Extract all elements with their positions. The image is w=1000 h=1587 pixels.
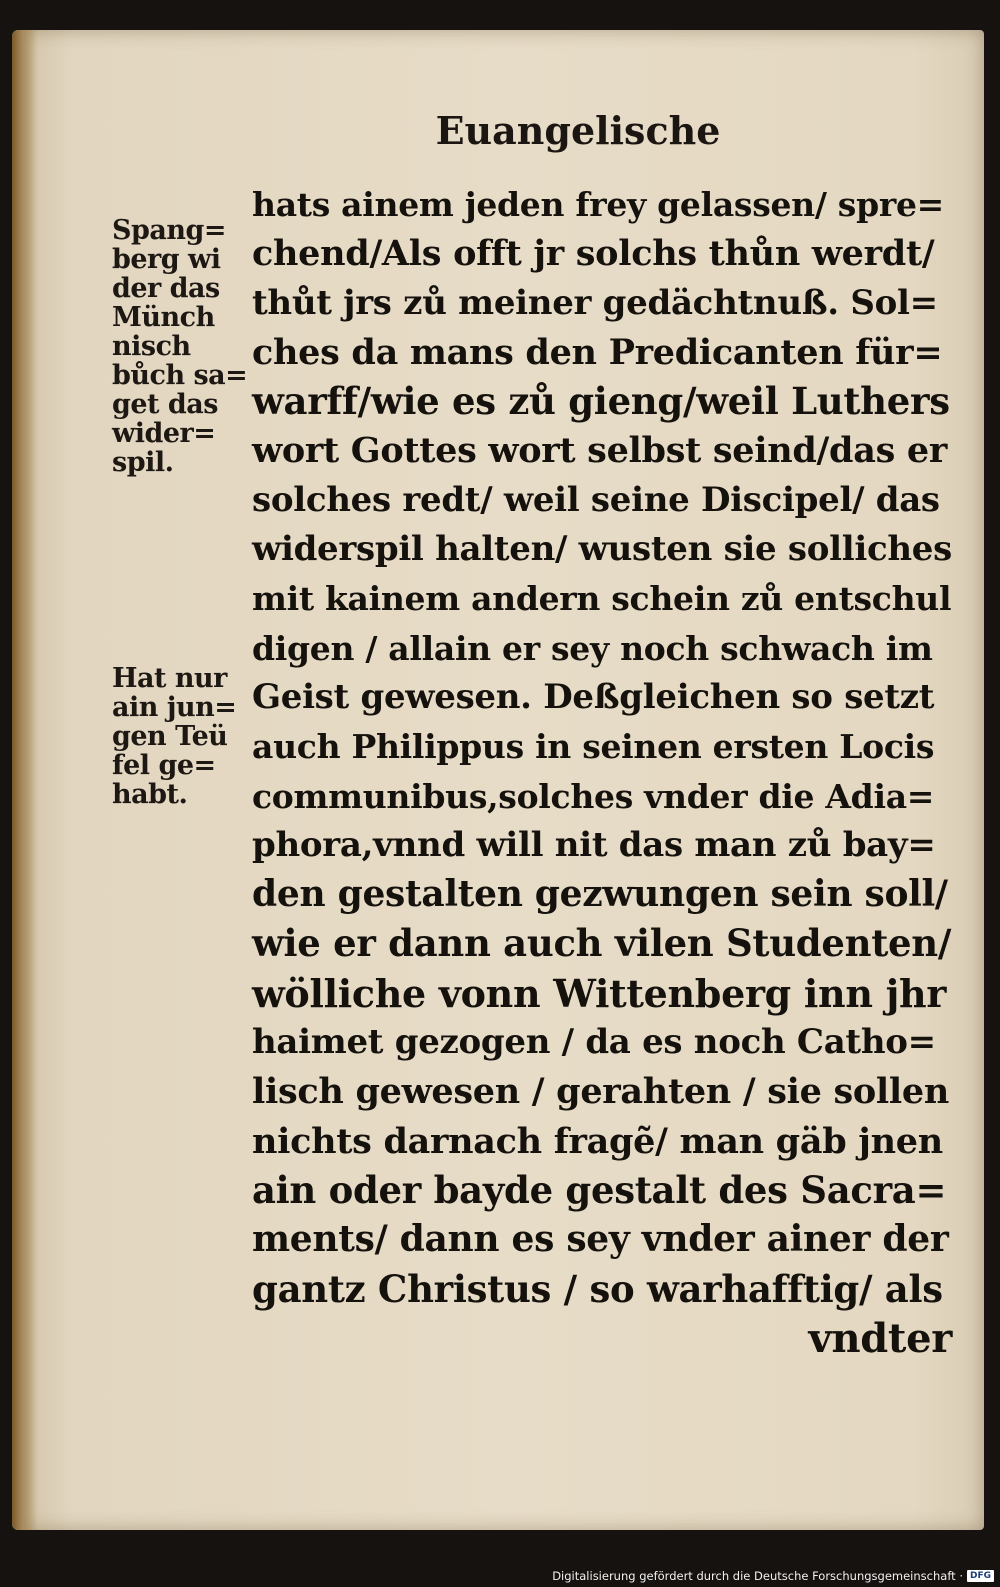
- margin-note-1: [112, 216, 252, 477]
- text-line: communibus,solches vnder die Adia=: [252, 776, 935, 816]
- text-line: Geist gewesen. Deßgleichen so setzt: [252, 676, 935, 717]
- text-line: solches redt/ weil seine Discipel/ das: [252, 479, 940, 520]
- book-page: [12, 30, 984, 1530]
- text-line: warff/wie es zů gieng/weil Luthers: [252, 379, 950, 424]
- text-line: digen / allain er sey noch schwach im: [252, 628, 933, 668]
- text-line: nichts darnach fragẽ/ man gäb jnen: [252, 1120, 943, 1162]
- text-line: ches da mans den Predicanten für=: [252, 331, 943, 373]
- credit-text: Digitalisierung gefördert durch die Deutsche Forschungsgemeinschaft ·: [552, 1569, 963, 1583]
- text-line: lisch gewesen / gerahten / sie sollen: [252, 1071, 950, 1113]
- text-line: widerspil halten/ wusten sie solliches: [252, 529, 952, 570]
- margin-note-line: berg wi: [112, 244, 221, 275]
- text-line: phora,vnnd will nit das man zů bay=: [252, 824, 936, 865]
- text-line: wort Gottes wort selbst seind/das er: [252, 430, 947, 472]
- margin-note-line: Spang=: [112, 215, 227, 246]
- text-line: wölliche vonn Wittenberg inn jhr: [252, 970, 947, 1016]
- margin-note-line: Hat nur: [112, 663, 227, 694]
- body-text: [252, 180, 952, 1363]
- text-line: auch Philippus in seinen ersten Locis: [252, 727, 935, 767]
- margin-note-line: Münch: [112, 302, 215, 333]
- text-line: ments/ dann es sey vnder ainer der: [252, 1218, 949, 1261]
- text-line: hats ainem jeden frey gelassen/ spre=: [252, 185, 944, 224]
- text-line: ain oder bayde gestalt des Sacra=: [252, 1167, 947, 1212]
- margin-note-line: gen Teü: [112, 721, 228, 752]
- text-line: wie er dann auch vilen Studenten/: [252, 921, 952, 966]
- text-line: mit kainem andern schein zů entschul: [252, 579, 952, 619]
- catchword: vndter: [808, 1314, 952, 1362]
- margin-note-line: get das: [112, 389, 219, 420]
- margin-note-line: wider=: [112, 418, 216, 449]
- text-line: chend/Als offt jr solchs thůn werdt/: [252, 233, 935, 275]
- digitization-credit: [552, 1569, 994, 1583]
- margin-note-line: fel ge=: [112, 750, 216, 781]
- running-title: Euangelische: [435, 108, 721, 153]
- text-line: thůt jrs zů meiner gedächtnuß. Sol=: [252, 282, 938, 323]
- margin-note-line: der das: [112, 273, 220, 304]
- margin-note-line: habt.: [112, 779, 188, 810]
- margin-note-line: bůch sa=: [112, 360, 248, 391]
- text-line: gantz Christus / so warhafftig/ als: [252, 1266, 943, 1311]
- text-line: den gestalten gezwungen sein soll/: [252, 873, 948, 916]
- text-line: haimet gezogen / da es noch Catho=: [252, 1022, 936, 1063]
- margin-note-line: nisch: [112, 331, 191, 362]
- margin-note-2: [112, 664, 252, 809]
- margin-note-line: ain jun=: [112, 692, 237, 723]
- dfg-logo: DFG: [967, 1570, 994, 1582]
- page-binding-edge: [12, 30, 38, 1530]
- margin-note-line: spil.: [112, 447, 174, 478]
